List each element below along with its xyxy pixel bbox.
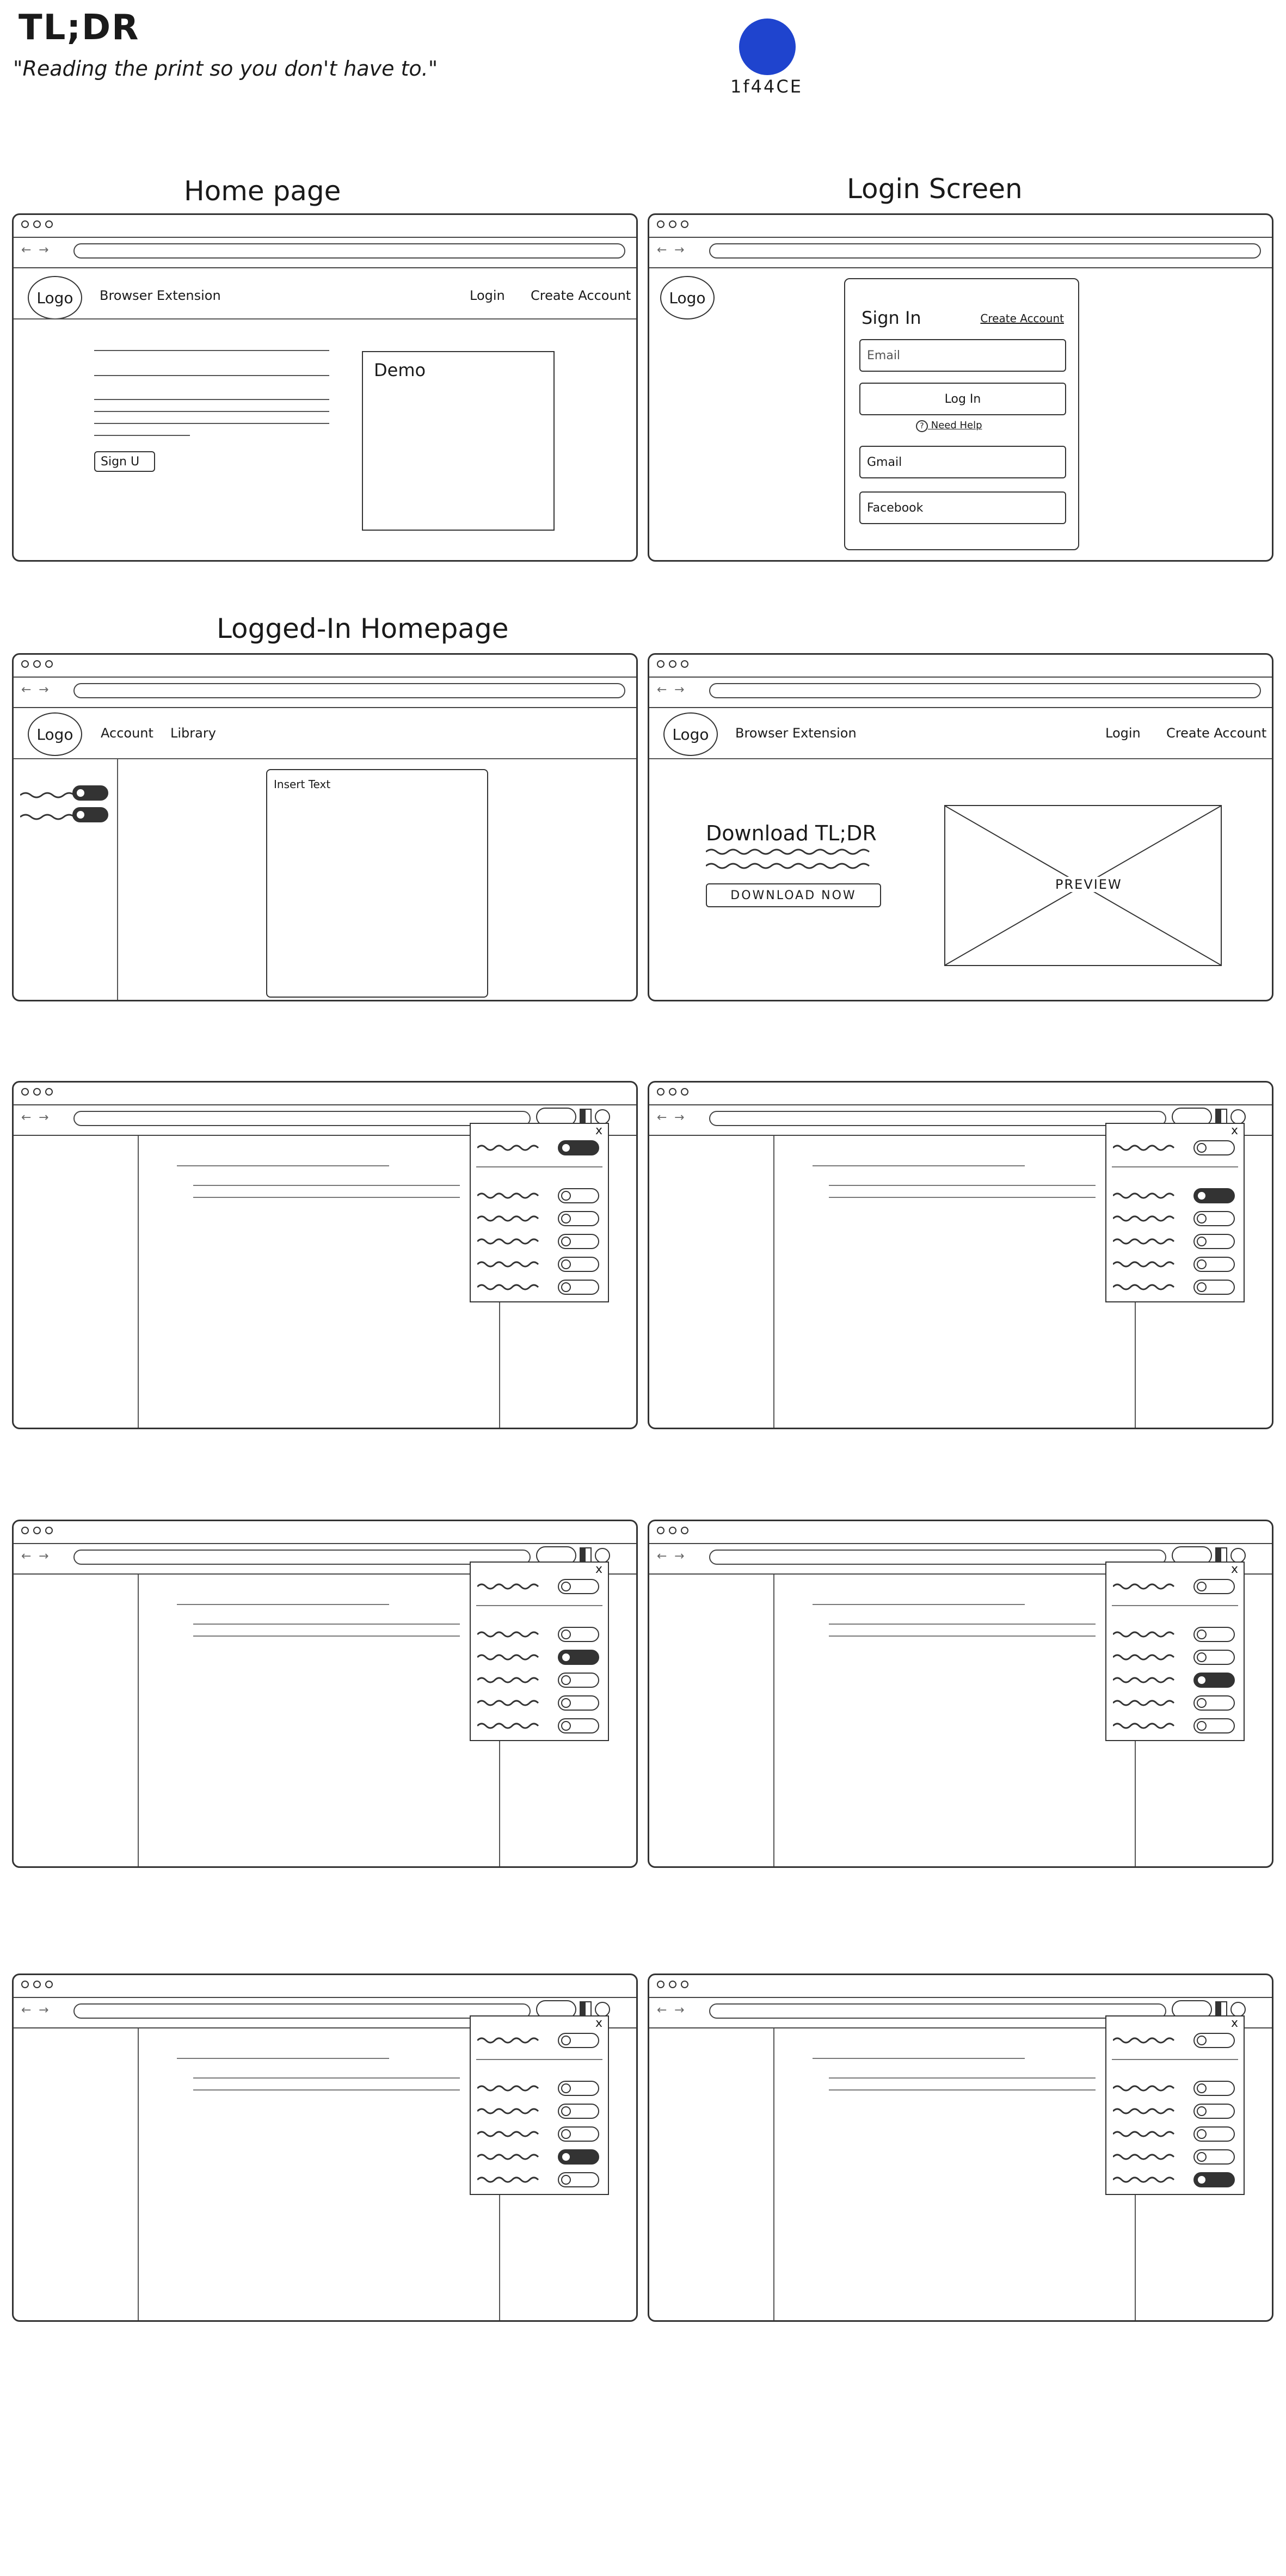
setting-toggle-5[interactable] [558,1280,599,1295]
logo[interactable]: Logo [28,276,82,319]
setting-toggle-4[interactable] [1193,2149,1235,2165]
logo[interactable]: Logo [660,276,715,319]
setting-squiggle [477,2151,548,2162]
setting-toggle-2[interactable] [558,1211,599,1226]
setting-label-squiggle [20,811,80,822]
setting-squiggle [1113,1259,1184,1270]
setting-squiggle [1113,2129,1184,2140]
browser-login [648,213,1273,562]
forward-arrow-icon[interactable]: → [39,683,49,697]
browser-popup-state [648,1974,1273,2322]
setting-squiggle [1113,2174,1184,2185]
extension-popup [1105,1561,1245,1741]
back-arrow-icon[interactable]: ← [21,1550,32,1563]
create-account-link[interactable]: Create Account [531,288,631,303]
setting-squiggle [477,1675,548,1686]
text-line [177,2058,389,2059]
setting-toggle-1[interactable] [558,1188,599,1203]
browser-popup-state [12,1520,638,1868]
insert-text-label: Insert Text [274,778,331,791]
download-now-button[interactable]: DOWNLOAD NOW [706,883,881,907]
main-toggle[interactable] [558,1140,599,1155]
browser-popup-state [12,1974,638,2322]
forward-arrow-icon[interactable]: → [39,1550,49,1563]
setting-squiggle [1113,1698,1184,1708]
setting-toggle-1[interactable] [1193,2081,1235,2096]
forward-arrow-icon[interactable]: → [39,1111,49,1124]
app-title: TL;DR [19,8,140,48]
setting-toggle-3[interactable] [1193,2126,1235,2142]
url-bar[interactable] [73,1111,531,1126]
setting-squiggle [477,1190,548,1201]
setting-squiggle [1113,1629,1184,1640]
forward-arrow-icon[interactable]: → [674,683,685,697]
setting-toggle-4[interactable] [558,1257,599,1272]
setting-toggle-2[interactable] [1193,2104,1235,2119]
setting-toggle-5[interactable] [1193,2172,1235,2187]
login-link[interactable]: Login [1105,726,1141,741]
browser-popup-state [648,1081,1273,1429]
main-toggle[interactable] [1193,2033,1235,2048]
profile-icon[interactable] [595,1548,610,1563]
close-icon[interactable]: x [1230,2016,1238,2030]
back-arrow-icon[interactable]: ← [21,2003,32,2017]
text-line [813,1165,1025,1166]
brand-name: Browser Extension [735,726,857,741]
text-line [829,2077,1096,2079]
setting-toggle-4[interactable] [558,1695,599,1711]
description-squiggle [706,846,875,857]
text-line [193,1636,460,1637]
url-bar[interactable] [709,683,1261,698]
setting-squiggle [1113,2151,1184,2162]
setting-toggle-1[interactable] [558,2081,599,2096]
setting-squiggle [477,1236,548,1247]
main-setting-squiggle [1113,2035,1184,2046]
setting-toggle-4[interactable] [558,2149,599,2165]
setting-toggle-3[interactable] [558,1673,599,1688]
forward-arrow-icon[interactable]: → [39,243,49,257]
library-link[interactable]: Library [170,726,216,741]
text-line [177,1604,389,1605]
back-arrow-icon[interactable]: ← [21,243,32,257]
url-bar[interactable] [73,1550,531,1565]
setting-toggle-2[interactable] [558,2104,599,2119]
extension-popup [470,1561,609,1741]
forward-arrow-icon[interactable]: → [674,2003,685,2017]
extension-popup [1105,2015,1245,2195]
setting-squiggle [477,1629,548,1640]
close-icon[interactable]: x [1230,1563,1238,1576]
text-line [829,1624,1096,1625]
profile-icon[interactable] [1230,1548,1246,1563]
close-icon[interactable]: x [595,2016,602,2030]
preview-image-placeholder [944,805,1222,966]
demo-label: Demo [374,360,426,380]
description-squiggle [706,860,875,871]
setting-squiggle [477,1698,548,1708]
logo[interactable]: Logo [28,712,82,756]
setting-toggle-5[interactable] [558,2172,599,2187]
text-line [177,1165,389,1166]
back-arrow-icon[interactable]: ← [657,683,667,697]
setting-squiggle [477,2174,548,2185]
forward-arrow-icon[interactable]: → [674,1550,685,1563]
brand-color-swatch [739,19,796,75]
setting-toggle-1[interactable] [1193,1627,1235,1642]
setting-squiggle [1113,2106,1184,2117]
setting-squiggle [1113,1190,1184,1201]
preview-label: PREVIEW [1052,877,1125,892]
text-line [193,1624,460,1625]
setting-squiggle [477,1259,548,1270]
profile-icon[interactable] [1230,2002,1246,2017]
back-arrow-icon[interactable]: ← [657,2003,667,2017]
extension-popup [470,2015,609,2195]
gmail-button[interactable]: Gmail [859,446,1066,478]
browser-popup-state [12,1081,638,1429]
text-line [829,2089,1096,2091]
back-arrow-icon[interactable]: ← [21,683,32,697]
main-setting-squiggle [477,2035,548,2046]
url-bar[interactable] [709,2003,1166,2019]
main-toggle[interactable] [558,2033,599,2048]
setting-squiggle [477,1282,548,1293]
extension-popup [470,1123,609,1302]
back-arrow-icon[interactable]: ← [657,1550,667,1563]
main-toggle[interactable] [1193,1140,1235,1155]
back-arrow-icon[interactable]: ← [657,1111,667,1124]
demo-box [362,351,555,531]
facebook-button[interactable]: Facebook [859,491,1066,524]
sidebar-toggle-2[interactable] [72,807,108,822]
section-label-login: Login Screen [847,173,1023,205]
login-button[interactable]: Log In [859,383,1066,415]
setting-squiggle [477,1213,548,1224]
sign-in-heading: Sign In [862,308,921,328]
setting-toggle-2[interactable] [558,1650,599,1665]
create-account-link[interactable]: Create Account [980,312,1064,325]
setting-toggle-2[interactable] [1193,1650,1235,1665]
forward-arrow-icon[interactable]: → [674,1111,685,1124]
email-field[interactable]: Email [859,339,1066,372]
text-line [829,1185,1096,1186]
setting-toggle-3[interactable] [1193,1234,1235,1249]
setting-toggle-5[interactable] [1193,1280,1235,1295]
brand-name: Browser Extension [100,288,221,303]
url-bar[interactable] [709,243,1261,259]
main-setting-squiggle [1113,1142,1184,1153]
section-label-home: Home page [184,175,341,207]
setting-toggle-2[interactable] [1193,1211,1235,1226]
url-bar[interactable] [709,1550,1166,1565]
setting-toggle-4[interactable] [1193,1257,1235,1272]
setting-squiggle [1113,1282,1184,1293]
setting-toggle-5[interactable] [1193,1718,1235,1733]
url-bar[interactable] [73,243,625,259]
setting-toggle-4[interactable] [1193,1695,1235,1711]
setting-squiggle [1113,1652,1184,1663]
setting-squiggle [1113,1236,1184,1247]
setting-squiggle [1113,1675,1184,1686]
main-toggle[interactable] [1193,1579,1235,1594]
text-line [813,2058,1025,2059]
text-line [813,1604,1025,1605]
profile-icon[interactable] [595,2002,610,2017]
browser-popup-state [648,1520,1273,1868]
setting-toggle-3[interactable] [558,2126,599,2142]
setting-toggle-1[interactable] [558,1627,599,1642]
extension-popup [1105,1123,1245,1302]
text-line [829,1636,1096,1637]
browser-logged-in [12,653,638,1001]
close-icon[interactable]: x [595,1124,602,1138]
setting-squiggle [1113,2083,1184,2094]
need-help-link[interactable]: ? Need Help [916,420,982,432]
close-icon[interactable]: x [1230,1124,1238,1138]
back-arrow-icon[interactable]: ← [21,1111,32,1124]
forward-arrow-icon[interactable]: → [674,243,685,257]
login-link[interactable]: Login [470,288,505,303]
section-label-logged-in: Logged-In Homepage [217,613,509,644]
back-arrow-icon[interactable]: ← [657,243,667,257]
setting-squiggle [477,1652,548,1663]
setting-squiggle [477,2106,548,2117]
login-card [844,278,1079,550]
setting-squiggle [1113,1213,1184,1224]
browser-download [648,653,1273,1001]
url-bar[interactable] [709,1111,1166,1126]
url-bar[interactable] [73,2003,531,2019]
setting-toggle-1[interactable] [1193,1188,1235,1203]
profile-icon[interactable] [595,1109,610,1124]
url-bar[interactable] [73,683,625,698]
setting-squiggle [477,2129,548,2140]
sidebar-toggle-1[interactable] [72,785,108,801]
setting-toggle-3[interactable] [558,1234,599,1249]
setting-squiggle [477,2083,548,2094]
setting-squiggle [1113,1720,1184,1731]
create-account-link[interactable]: Create Account [1166,726,1267,741]
text-line [193,1197,460,1198]
main-setting-squiggle [477,1581,548,1592]
browser-home [12,213,638,562]
text-line [193,2089,460,2091]
text-line [829,1197,1096,1198]
profile-icon[interactable] [1230,1109,1246,1124]
download-heading: Download TL;DR [706,821,877,845]
setting-toggle-3[interactable] [1193,1673,1235,1688]
text-line [193,2077,460,2079]
brand-color-label: 1f44CE [730,76,803,97]
main-setting-squiggle [477,1142,548,1153]
close-icon[interactable]: x [595,1563,602,1576]
setting-label-squiggle [20,790,80,801]
setting-toggle-5[interactable] [558,1718,599,1733]
main-toggle[interactable] [558,1579,599,1594]
account-link[interactable]: Account [101,726,153,741]
help-icon: ? [916,420,928,432]
setting-squiggle [477,1720,548,1731]
tagline: "Reading the print so you don't have to." [13,57,438,81]
logo[interactable]: Logo [663,712,718,756]
text-line [193,1185,460,1186]
forward-arrow-icon[interactable]: → [39,2003,49,2017]
main-setting-squiggle [1113,1581,1184,1592]
signup-button[interactable]: Sign U [94,451,155,472]
insert-text-area[interactable] [266,769,488,998]
